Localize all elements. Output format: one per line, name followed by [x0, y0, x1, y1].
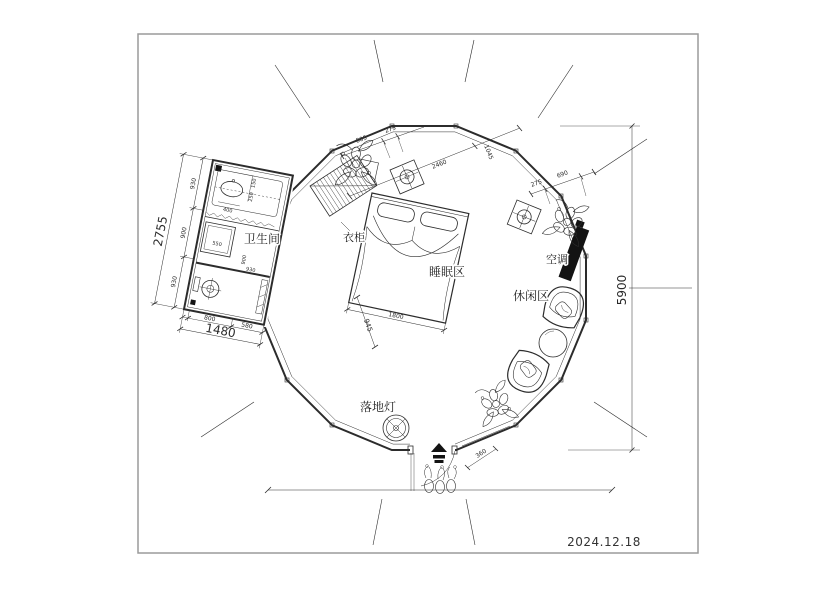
wardrobe-leader	[341, 222, 350, 231]
dim-bath-total-w: 1480	[204, 320, 237, 341]
door-plants	[424, 465, 456, 494]
dim-bed-width: 1800	[387, 311, 405, 322]
label-leisure-area: 休闲区	[512, 289, 550, 303]
dim-sink-d2: 250	[247, 191, 256, 203]
label-air-conditioner: 空调	[546, 253, 568, 266]
dim-bath-left-1: 900	[179, 226, 189, 240]
side-table-highlight	[545, 331, 554, 335]
dim-bath-bottom-0: 800	[203, 314, 216, 324]
dim-bath-left-0: 930	[189, 177, 199, 191]
dim-passage: 945	[361, 317, 374, 333]
dim-diag-b: 1045	[482, 144, 495, 161]
date-stamp: 2024.12.18	[567, 535, 641, 549]
dim-shower: 550	[211, 240, 223, 249]
dim-bath-total-h: 2755	[150, 214, 171, 248]
label-wardrobe: 衣柜	[343, 231, 365, 244]
bed	[344, 192, 471, 334]
bed-width-dim	[344, 302, 448, 334]
nightstand-right	[507, 200, 541, 234]
dim-sink-width: 400	[222, 206, 233, 215]
dim-diag-a: 2460	[431, 158, 448, 171]
dim-mid-b: 930	[245, 266, 256, 275]
dim-top-b: 275	[383, 124, 398, 135]
leisure-chair-bottom	[502, 346, 553, 398]
pillow-left	[376, 202, 415, 223]
dim-top-a: 805	[354, 134, 369, 145]
dim-overall-height: 5900	[615, 274, 629, 306]
plant-bottom	[473, 379, 519, 426]
door-side-dim	[465, 446, 498, 470]
overall-height-dim	[560, 124, 640, 453]
wardrobe	[310, 148, 388, 216]
label-bathroom: 卫生间	[243, 232, 281, 246]
nightstand-left	[390, 160, 424, 194]
passage-dim	[354, 295, 378, 349]
dim-bath-bottom-1: 580	[240, 321, 254, 331]
label-floor-lamp: 落地灯	[359, 400, 397, 414]
label-sleeping-area: 睡眠区	[428, 265, 466, 279]
pillow-right	[419, 211, 458, 232]
top-dim-chain	[340, 124, 424, 172]
entrance	[421, 443, 498, 494]
bathroom-block	[135, 149, 296, 349]
side-table	[539, 329, 567, 357]
dim-right-b: 690	[555, 169, 570, 180]
dim-right-a: 275	[529, 178, 544, 189]
floor-lamp	[383, 415, 409, 441]
dim-mid-a: 900	[240, 254, 249, 266]
dim-bath-left-2: 930	[170, 275, 180, 289]
dim-sink-d1: 150	[250, 178, 259, 189]
dim-door-side: 360	[474, 447, 488, 460]
